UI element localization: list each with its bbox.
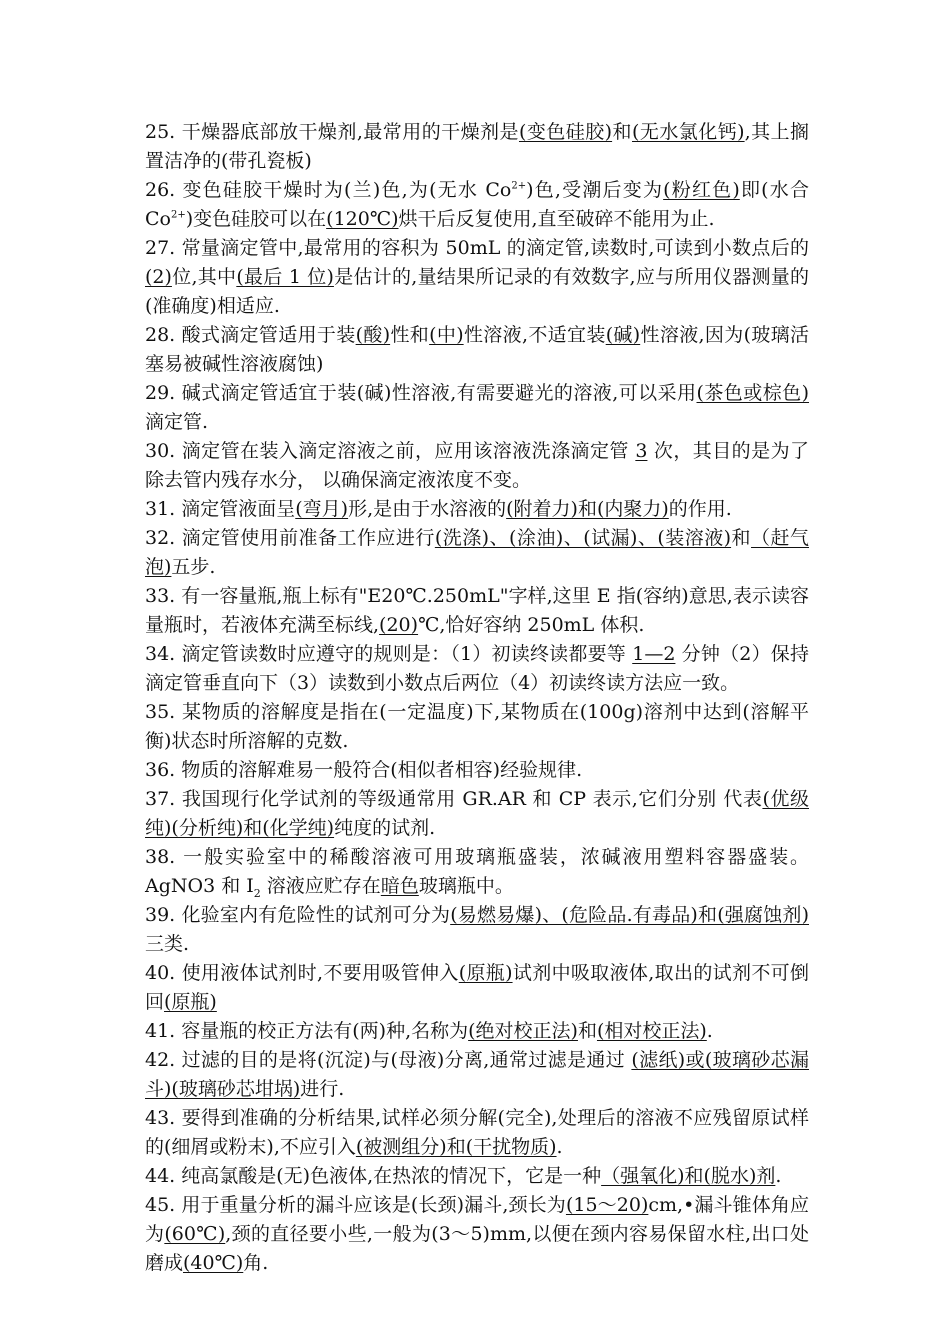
- answer-text: (无水氯化钙): [632, 121, 745, 143]
- question-text: .: [706, 1020, 713, 1042]
- question-item: [145, 1046, 809, 1104]
- answer-text: (粉红色): [663, 179, 740, 201]
- question-text: 三类.: [145, 933, 190, 955]
- question-text: 和: [731, 527, 752, 549]
- answer-text: (40℃): [183, 1252, 244, 1274]
- question-text: 41. 容量瓶的校正方法有(两)种,名称为: [145, 1020, 469, 1042]
- answer-text: 3: [635, 440, 648, 462]
- answer-text: 暗色: [380, 875, 419, 897]
- answer-text: (原瓶): [458, 962, 513, 984]
- question-text: cm,•漏斗锥体角应为: [145, 1194, 810, 1245]
- question-text: 34. 滴定管读数时应遵守的规则是：（1）初读终读都要等: [145, 643, 633, 665]
- question-item: [145, 640, 809, 698]
- question-text: 形,是由于水溶液的: [348, 498, 507, 520]
- question-text: 滴定管.: [145, 411, 209, 433]
- question-text: 28. 酸式滴定管适用于装: [145, 324, 356, 346]
- question-text: 31. 滴定管液面呈: [145, 498, 296, 520]
- question-item: [145, 1104, 809, 1162]
- answer-text: (原瓶): [164, 991, 217, 1013]
- question-text: 玻璃瓶中。: [418, 875, 514, 897]
- answer-text: (绝对校正法): [468, 1020, 578, 1042]
- answer-text: (中): [429, 324, 464, 346]
- question-item: [145, 756, 809, 785]
- question-text: 性溶液,不适宜装: [463, 324, 606, 346]
- question-text: )色,受潮后变为: [526, 179, 664, 201]
- answer-text: (60℃): [164, 1223, 226, 1245]
- question-item: [145, 176, 809, 234]
- answer-text: (附着力)和(内聚力): [506, 498, 669, 520]
- question-list: [145, 118, 809, 1278]
- question-text: 42. 过滤的目的是将(沉淀)与(母液)分离,通常过滤是通过: [145, 1049, 632, 1071]
- question-text: 角.: [243, 1252, 269, 1274]
- answer-text: (被测组分)和(干扰物质): [355, 1136, 557, 1158]
- answer-text: (滤纸)或(玻璃砂芯漏斗)(玻璃砂芯坩埚): [145, 1049, 809, 1100]
- question-text: 是估计的,量结果所记录的有效数字,应与所用仪器测量的(准确度)相适应.: [145, 266, 809, 317]
- question-item: [145, 379, 809, 437]
- question-text: 纯度的试剂.: [334, 817, 436, 839]
- answer-text: （强氧化)和(脱水)剂: [601, 1165, 776, 1187]
- question-text: 36. 物质的溶解难易一般符合(相似者相容)经验规律.: [145, 759, 583, 781]
- question-text: 45. 用于重量分析的漏斗应该是(长颈)漏斗,颈长为: [145, 1194, 566, 1216]
- answer-text: (茶色或棕色): [696, 382, 809, 404]
- question-text: 26. 变色硅胶干燥时为(兰)色,为(无水 Co: [145, 179, 512, 201]
- question-text: 次，其目的是为了除去管内残存水分， 以确保滴定液浓度不变。: [145, 440, 810, 491]
- question-item: [145, 321, 809, 379]
- question-text: .: [556, 1136, 563, 1158]
- answer-text: (2): [145, 266, 172, 288]
- answer-text: (15～20): [565, 1194, 649, 1216]
- answer-text: （赶气泡): [145, 527, 809, 578]
- question-text: ,其上搁置洁净的(带孔瓷板): [145, 121, 810, 172]
- question-text: 性溶液,因为(玻璃活塞易被碱性溶液腐蚀): [145, 324, 809, 375]
- answer-text: (弯月): [295, 498, 349, 520]
- question-text: 溶液应贮存在: [260, 875, 381, 897]
- question-item: [145, 785, 809, 843]
- question-item: [145, 524, 809, 582]
- question-text: 25. 干燥器底部放干燥剂,最常用的干燥剂是: [145, 121, 519, 143]
- answer-text: 1—2: [632, 643, 676, 665]
- question-item: [145, 495, 809, 524]
- question-text: 32. 滴定管使用前准备工作应进行: [145, 527, 435, 549]
- question-text: 五步.: [171, 556, 216, 578]
- question-text: 40. 使用液体试剂时,不要用吸管伸入: [145, 962, 459, 984]
- question-text: 33. 有一容量瓶,瓶上标有"E20℃.250mL"字样,这里 E 指(容纳)意思,表示读容量瓶时，若液体充满至标线,: [145, 585, 809, 636]
- question-item: [145, 959, 809, 1017]
- question-text: 27. 常量滴定管中,最常用的容积为 50mL 的滴定管,读数时,可读到小数点后的: [145, 237, 809, 259]
- question-item: [145, 843, 809, 901]
- question-item: [145, 1191, 809, 1278]
- question-text: 44. 纯高氯酸是(无)色液体,在热浓的情况下，它是一种: [145, 1165, 602, 1187]
- question-text: 39. 化验室内有危险性的试剂可分为: [145, 904, 451, 926]
- answer-text: (碱): [605, 324, 641, 346]
- question-text: 烘干后反复使用,直至破碎不能用为止.: [398, 208, 715, 230]
- answer-text: (20): [379, 614, 419, 636]
- question-text: .: [775, 1165, 782, 1187]
- question-text: ℃,恰好容纳 250mL 体积.: [418, 614, 645, 636]
- question-text: 37. 我国现行化学试剂的等级通常用 GR.AR 和 CP 表示,它们分别 代表: [145, 788, 763, 810]
- question-text: 性和: [390, 324, 430, 346]
- question-text: 即(水合 Co: [145, 179, 809, 230]
- question-item: [145, 1162, 809, 1191]
- question-text: 29. 碱式滴定管适宜于装(碱)性溶液,有需要避光的溶液,可以采用: [145, 382, 697, 404]
- question-text: 和: [577, 1020, 597, 1042]
- question-item: [145, 234, 809, 321]
- question-item: [145, 698, 809, 756]
- answer-text: (易燃易爆)、(危险品.有毒品)和(强腐蚀剂): [450, 904, 809, 926]
- answer-text: (优级纯)(分析纯)和(化学纯): [145, 788, 809, 839]
- question-text: 和: [612, 121, 633, 143]
- question-text: 进行.: [300, 1078, 345, 1100]
- question-text: 43. 要得到准确的分析结果,试样必须分解(完全),处理后的溶液不应残留原试样的(细屑或粉末),不应引入: [145, 1107, 809, 1158]
- question-text: 38. 一般实验室中的稀酸溶液可用玻璃瓶盛装，浓碱液用塑料容器盛装。AgNO3 和 I: [145, 846, 809, 897]
- question-text: 30. 滴定管在装入滴定溶液之前，应用该溶液洗涤滴定管: [145, 440, 636, 462]
- question-item: [145, 118, 809, 176]
- question-item: [145, 582, 809, 640]
- question-item: [145, 1017, 809, 1046]
- question-text: 分钟（2）保持滴定管垂直向下（3）读数到小数点后两位（4）初读终读方法应一致。: [145, 643, 809, 694]
- answer-text: (相对校正法): [596, 1020, 707, 1042]
- question-text: 位,其中: [171, 266, 237, 288]
- question-text: 的作用.: [668, 498, 732, 520]
- question-item: [145, 901, 809, 959]
- superscript-text: 2+: [511, 180, 527, 192]
- question-item: [145, 437, 809, 495]
- answer-text: (酸): [355, 324, 391, 346]
- subscript-text: 2: [253, 886, 261, 900]
- question-text: 35. 某物质的溶解度是指在(一定温度)下,某物质在(100g)溶剂中达到(溶解平衡)状态时所溶解的克数.: [145, 701, 809, 752]
- question-text: ,颈的直径要小些,一般为(3～5)mm,以便在颈内容易保留水柱,出口处磨成: [145, 1223, 809, 1274]
- answer-text: (最后 1 位): [236, 266, 334, 288]
- answer-text: (120℃): [326, 208, 399, 230]
- question-text: 试剂中吸取液体,取出的试剂不可倒回: [145, 962, 810, 1013]
- answer-text: (变色硅胶): [518, 121, 613, 143]
- answer-text: (洗涤)、(涂油)、(试漏)、(装溶液): [434, 527, 732, 549]
- superscript-text: 2+: [170, 209, 186, 221]
- question-text: )变色硅胶可以在: [185, 208, 327, 230]
